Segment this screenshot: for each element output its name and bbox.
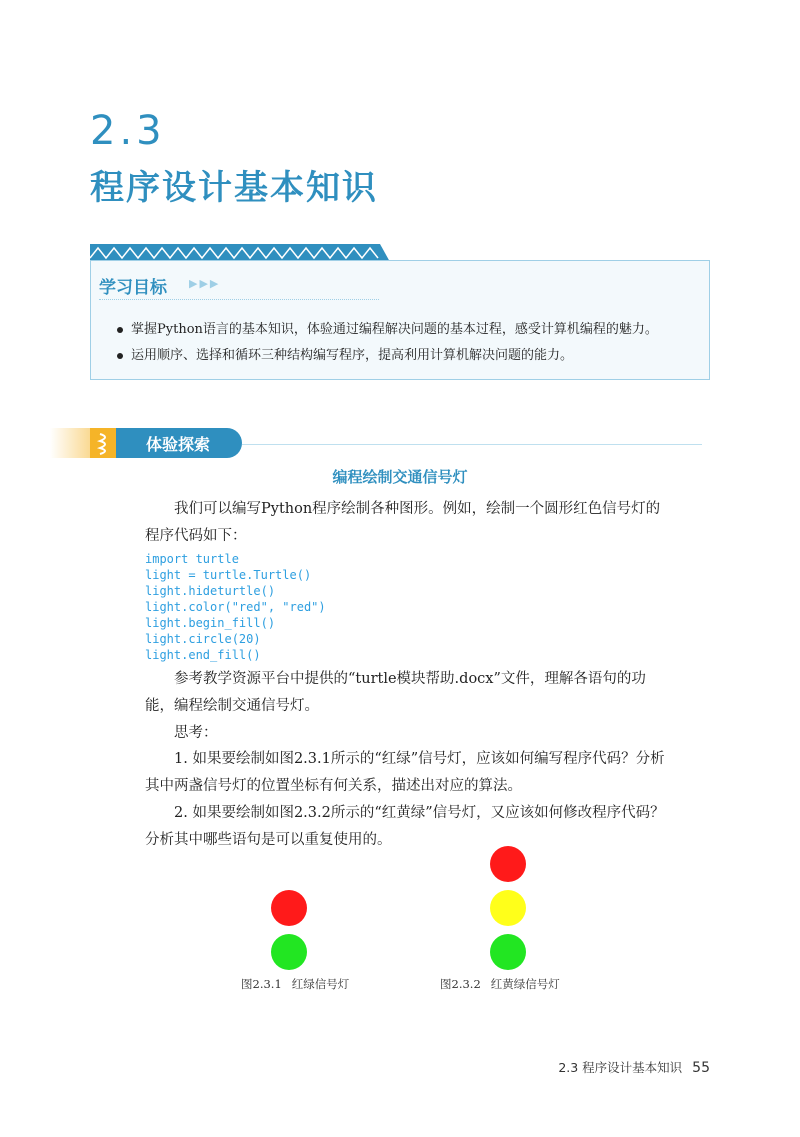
figure-1-text: 红绿信号灯 (291, 977, 350, 991)
fig2-light-red (490, 846, 526, 882)
question-1: 1. 如果要绘制如图2.3.1所示的“红绿”信号灯，应该如何编写程序代码？分析其中两盏信号灯的位置坐标有何关系，描述出对应的算法。 (145, 751, 665, 794)
footer-section: 2.3 程序设计基本知识 (558, 1060, 683, 1075)
fig1-light-green (271, 934, 307, 970)
reference-paragraph: 参考教学资源平台中提供的“turtle模块帮助.docx”文件，理解各语句的功能，编程绘制交通信号灯。 (145, 671, 646, 714)
goals-arrows-icon: ▶▶▶ (189, 277, 221, 290)
code-line: light.circle(20) (145, 632, 261, 646)
question-2: 2. 如果要绘制如图2.3.2所示的“红黄绿”信号灯，又应该如何修改程序代码？分析其中哪些语句是可以重复使用的。 (145, 805, 665, 848)
goals-heading: 学习目标 (99, 278, 167, 298)
page-number: 55 (692, 1060, 710, 1076)
intro-paragraph: 我们可以编写Python程序绘制各种图形。例如，绘制一个圆形红色信号灯的程序代码如下： (145, 501, 661, 544)
code-line: light.begin_fill() (145, 616, 276, 630)
code-line: light.end_fill() (145, 648, 261, 662)
fig2-light-green (490, 934, 526, 970)
fig1-light-red (271, 890, 307, 926)
think-label: 思考： (174, 725, 218, 741)
learning-goals-box (90, 260, 710, 380)
fig2-light-yellow (490, 890, 526, 926)
section-title: 程序设计基本知识 (90, 168, 378, 208)
goals-list (117, 317, 658, 369)
explore-banner-label: 体验探索 (146, 435, 211, 454)
goal-item: 运用顺序、选择和循环三种结构编写程序，提高利用计算机解决问题的能力。 (117, 343, 658, 369)
code-line: light = turtle.Turtle() (145, 568, 312, 582)
activity-title: 编程绘制交通信号灯 (332, 468, 468, 486)
code-line: light.color("red", "red") (145, 600, 326, 614)
code-line: light.hideturtle() (145, 584, 276, 598)
figure-1-caption (241, 976, 349, 992)
code-line: import turtle (145, 552, 239, 566)
figure-2-text: 红黄绿信号灯 (490, 977, 560, 991)
goal-item: 掌握Python语言的基本知识，体验通过编程解决问题的基本过程，感受计算机编程的魅力。 (117, 317, 658, 343)
figure-1-number: 图2.3.1 (241, 977, 282, 991)
figure-2-number: 图2.3.2 (440, 977, 481, 991)
banner-divider (242, 444, 702, 445)
section-number: 2.3 (90, 108, 166, 154)
goals-divider (99, 299, 379, 300)
code-block (145, 551, 326, 663)
page-footer (558, 1058, 710, 1076)
figure-2-caption (440, 976, 560, 992)
